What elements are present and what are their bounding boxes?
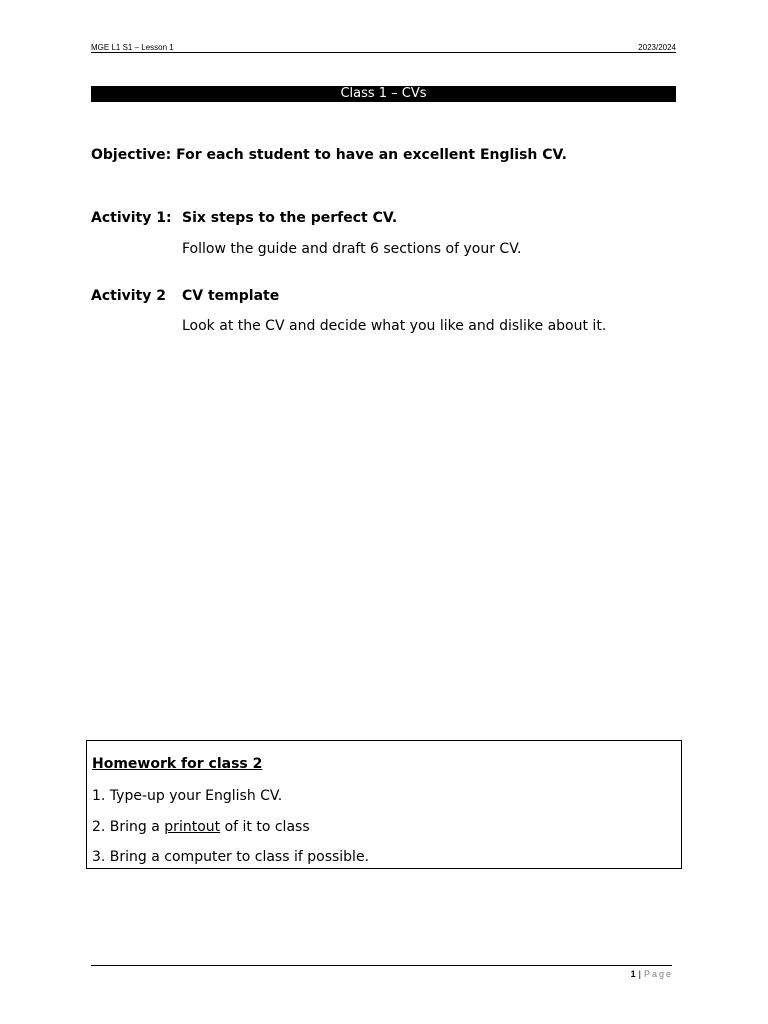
activity-2-description: Look at the CV and decide what you like and dislike about it.: [182, 318, 607, 334]
activity-2-title: CV template: [182, 288, 280, 304]
homework-item-2-printout: printout: [164, 819, 221, 835]
homework-box: [86, 740, 682, 869]
footer-page-number: 1: [630, 969, 636, 979]
homework-item-2: [92, 818, 310, 836]
homework-item-3: 3. Bring a computer to class if possible.: [92, 849, 370, 865]
class-title-bar: Class 1 – CVs: [91, 86, 676, 102]
homework-item-1: 1. Type-up your English CV.: [92, 788, 283, 804]
footer-page-indicator: [631, 968, 673, 980]
header-year: 2023/2024: [638, 43, 676, 52]
objective-text: Objective: For each student to have an excellent English CV.: [91, 147, 567, 163]
activity-1-label: Activity 1:: [91, 210, 172, 226]
activity-1-title: Six steps to the perfect CV.: [182, 210, 398, 226]
homework-item-2-start: 2. Bring a: [92, 819, 165, 835]
homework-item-2-end: of it to class: [220, 819, 310, 835]
activity-1-description: Follow the guide and draft 6 sections of your CV.: [182, 241, 522, 257]
homework-heading: Homework for class 2: [92, 756, 263, 772]
header-divider: [91, 52, 676, 53]
footer-divider: [91, 965, 672, 966]
footer-separator: |: [638, 969, 641, 979]
header-course-label: MGE L1 S1 – Lesson 1: [91, 43, 174, 52]
activity-2-label: Activity 2: [91, 288, 166, 304]
footer-page-word: Page: [643, 969, 673, 979]
